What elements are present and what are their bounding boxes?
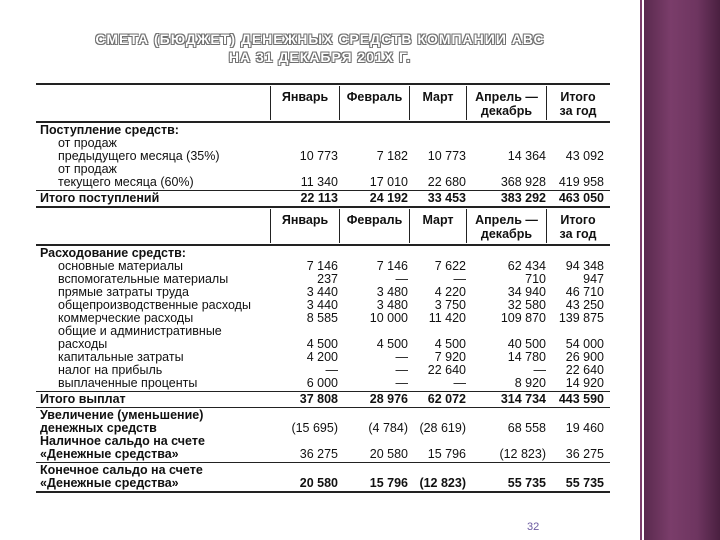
payments-total-row: Итого выплат 37 808 28 976 62 072 314 734 443 590 <box>40 392 604 406</box>
table-row: основные материалы 7 146 7 146 7 622 62 434 94 348 <box>58 259 604 273</box>
header-apr-dec: Апрель — декабрь <box>475 213 538 241</box>
column-header-row <box>36 86 610 120</box>
header-january: Январь <box>281 213 329 227</box>
payments-section-title: Расходование средств: <box>40 246 186 260</box>
title-line-2: НА 31 ДЕКАБРЯ 201Х Г. <box>228 49 412 65</box>
header-march: Март <box>422 90 454 104</box>
table-row: общие и административные <box>58 324 222 338</box>
table-row: текущего месяца (60%) 11 340 17 010 22 680 368 928 419 958 <box>58 175 604 189</box>
side-accent-line <box>640 0 642 540</box>
side-decorative-bar <box>644 0 720 540</box>
table-top-rule <box>36 83 610 85</box>
table-row: «Денежные средства» 36 275 20 580 15 796 (12 823) 36 275 <box>40 447 604 461</box>
header-year-total: Итого за год <box>559 90 597 118</box>
closing-balance-row: «Денежные средства» 20 580 15 796 (12 823) 55 735 55 735 <box>40 476 604 490</box>
cash-budget-table <box>36 82 610 494</box>
header-february: Февраль <box>346 213 403 227</box>
table-row: налог на прибыль — — 22 640 — 22 640 <box>58 363 604 377</box>
header-year-total: Итого за год <box>559 213 597 241</box>
receipts-total-row: Итого поступлений 22 113 24 192 33 453 383 292 463 050 <box>40 191 604 205</box>
table-row: от продаж <box>58 136 117 150</box>
page-number: 32 <box>527 521 540 533</box>
header-january: Январь <box>281 90 329 104</box>
table-row: от продаж <box>58 162 117 176</box>
header-apr-dec: Апрель — декабрь <box>475 90 538 118</box>
table-row: выплаченные проценты 6 000 — — 8 920 14 920 <box>58 376 604 390</box>
table-row: коммерческие расходы 8 585 10 000 11 420 109 870 139 875 <box>58 311 604 325</box>
table-row: вспомогательные материалы 237 — — 710 947 <box>58 272 604 286</box>
table-row: общепроизводственные расходы 3 440 3 480 3 750 32 580 43 250 <box>58 298 604 312</box>
table-row: денежных средств (15 695) (4 784) (28 619) 68 558 19 460 <box>40 421 604 435</box>
table-row: предыдущего месяца (35%) 10 773 7 182 10 773 14 364 43 092 <box>58 149 604 163</box>
table-row: расходы 4 500 4 500 4 500 40 500 54 000 <box>58 337 604 351</box>
table-row: Наличное сальдо на счете <box>40 434 205 448</box>
header-february: Февраль <box>346 90 403 104</box>
receipts-section-title: Поступление средств: <box>40 123 179 137</box>
table-row: прямые затраты труда 3 440 3 480 4 220 34 940 46 710 <box>58 285 604 299</box>
slide-title <box>0 30 640 66</box>
table-row: Конечное сальдо на счете <box>40 463 203 477</box>
title-line-1: СМЕТА (БЮДЖЕТ) ДЕНЕЖНЫХ СРЕДСТВ КОМПАНИИ АВС <box>95 31 545 47</box>
column-header-row-2 <box>36 209 610 243</box>
table-row: Увеличение (уменьшение) <box>40 408 204 422</box>
header-march: Март <box>422 213 454 227</box>
table-row: капитальные затраты 4 200 — 7 920 14 780 26 900 <box>58 350 604 364</box>
